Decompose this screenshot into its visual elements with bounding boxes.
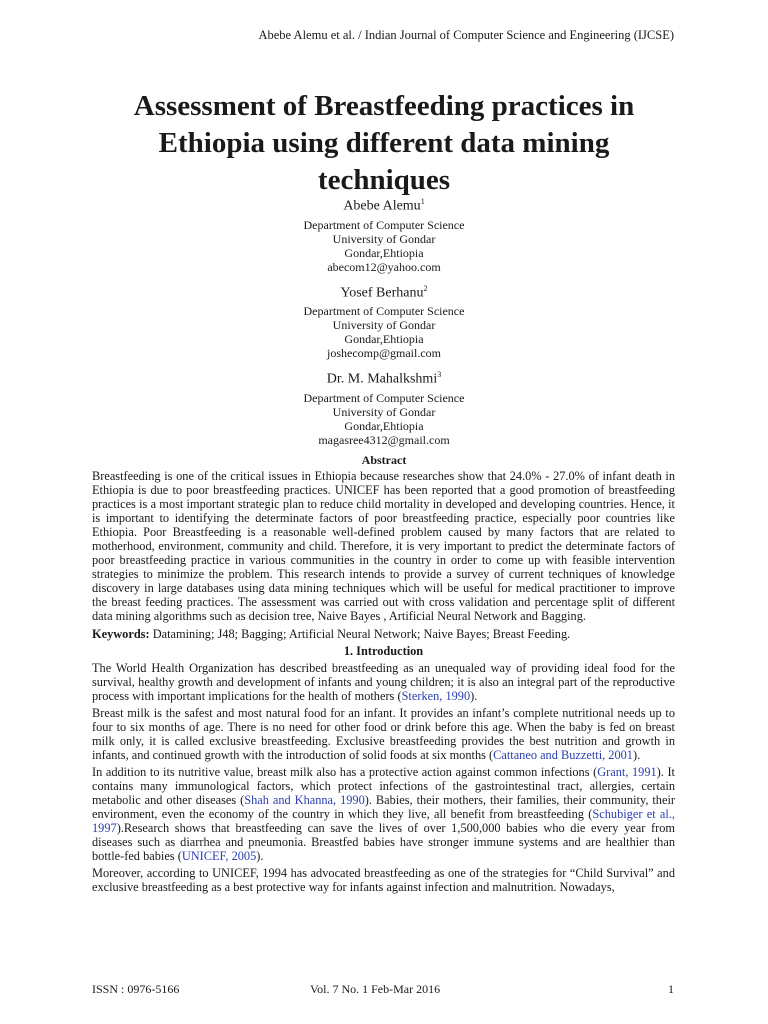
footer-volume: Vol. 7 No. 1 Feb-Mar 2016 <box>310 982 441 996</box>
intro-paragraph: Breast milk is the safest and most natural food for an infant. It provides an infant’s complete nutritional needs up to four to six months of age. There is no need for other food or drink before this age. When the baby is fed on breast milk only, it is called exclusive breastfeeding. Exclusive breastfeeding provides the best nutrition and growth in infants, and continued growth with the introduction of solid foods at six months (Cattaneo and Buzzetti, 2001). <box>92 706 675 762</box>
affiliation-department: Department of Computer Science <box>303 390 465 405</box>
affiliation-department: Department of Computer Science <box>303 304 465 319</box>
author-block <box>92 193 676 453</box>
paper-title: Assessment of Breastfeeding practices in Ethiopia using different data mining techniques <box>133 90 635 196</box>
author-email: joshecomp@gmail.com <box>326 346 442 361</box>
keywords-label: Keywords: <box>92 627 150 641</box>
author-name: Abebe Alemu$^1$ <box>343 197 425 214</box>
citation-link[interactable]: Schubiger et al., 1997 <box>92 807 675 835</box>
abstract-heading: Abstract <box>361 453 407 467</box>
author-email: magasree4312@gmail.com <box>318 432 450 447</box>
affiliation-department: Department of Computer Science <box>303 217 465 232</box>
keywords-text: Datamining; J48; Bagging; Artificial Neural Network; Naive Bayes; Breast Feeding. <box>149 627 571 641</box>
intro-paragraph: The World Health Organization has described breastfeeding as an unequaled way of providing ideal food for the survival, healthy growth and development of infants and young children; it is also an integral part of the reproductive process with important implications for the health of mothers (Sterken, 1990). <box>92 661 675 703</box>
section-heading-introduction: 1. Introduction <box>343 644 424 658</box>
author-affiliation <box>92 391 676 447</box>
page-number: 1 <box>668 982 674 996</box>
citation-link[interactable]: UNICEF, 2005 <box>181 849 257 863</box>
author-affiliation <box>92 304 676 360</box>
author-email: abecom12@yahoo.com <box>327 259 441 274</box>
affiliation-university: University of Gondar <box>332 404 436 419</box>
citation-link[interactable]: Sterken, 1990 <box>401 689 471 703</box>
author-name: Yosef Berhanu$^2$ <box>340 283 428 301</box>
footer-issn: ISSN : 0976-5166 <box>92 982 180 996</box>
citation-link[interactable]: Shah and Khanna, 1990 <box>244 793 365 807</box>
affiliation-university: University of Gondar <box>332 231 436 246</box>
running-head: Abebe Alemu et al. / Indian Journal of Computer Science and Engineering (IJCSE) <box>258 28 674 42</box>
affiliation-city: Gondar,Ehtiopia <box>344 245 424 260</box>
affiliation-city: Gondar,Ehtiopia <box>344 418 424 433</box>
affiliation-university: University of Gondar <box>332 318 436 333</box>
intro-paragraph: In addition to its nutritive value, breast milk also has a protective action against common infections (Grant, 1991). It contains many immunological factors, which protect infections of the gastrointestinal tract, allergies, certain metabolic and other diseases (Shah and Khanna, 1990). Babies, their mothers, their families, their community, their environment, even the economy of the country in which they live, all benefit from breastfeeding (Schubiger et al., 1997).Research shows that breastfeeding can save the lives of over 1,500,000 babies who die every year from diseases such as diarrhea and pneumonia. Breastfed babies have stronger immune systems and are healthier than bottle-fed babies (UNICEF, 2005). <box>92 765 675 863</box>
citation-link[interactable]: Grant, 1991 <box>597 765 657 779</box>
citation-link[interactable]: Cattaneo and Buzzetti, 2001 <box>493 748 633 762</box>
author-name: Dr. M. Mahalkshmi$^3$ <box>326 370 442 387</box>
abstract-text: Breastfeeding is one of the critical issues in Ethiopia because researches show that 24.0% - 27.0% of infant death in Ethiopia is due to poor breastfeeding practices. UNICEF has been reported that a good promotion of breastfeeding practices is a most important strategic plan to reduce child mortality in developed and developing countries. Hence, it is important to identifying the determinate factors of poor breastfeeding practice, especially poor countries like Ethiopia. Poor Breastfeeding is a reasonable well-defined problem caused by many factors that are related to motherhood, environment, community and child. Therefore, it is very important to predict the determinate factors of poor breastfeeding practice in various communities in the country in order to come up with feasible intervention strategies to minimize the problem. This research intends to provide a survey of current techniques of knowledge discovery in large databases using data mining techniques which will be useful for medical practitioner to improve the breast feeding practices. The assessment was carried out with cross validation and percentage split of different data mining algorithms such as decision tree, Naive Bayes , Artificial Neural Network and Bagging. <box>92 469 675 623</box>
keywords <box>92 627 675 641</box>
intro-paragraph: Moreover, according to UNICEF, 1994 has advocated breastfeeding as one of the strategies for “Child Survival” and exclusive breastfeeding as a best protective way for infants against infection and malnutrition. Nowadays, <box>92 866 675 894</box>
affiliation-city: Gondar,Ehtiopia <box>344 332 424 347</box>
author-affiliation <box>92 218 676 274</box>
body-text <box>92 469 675 897</box>
